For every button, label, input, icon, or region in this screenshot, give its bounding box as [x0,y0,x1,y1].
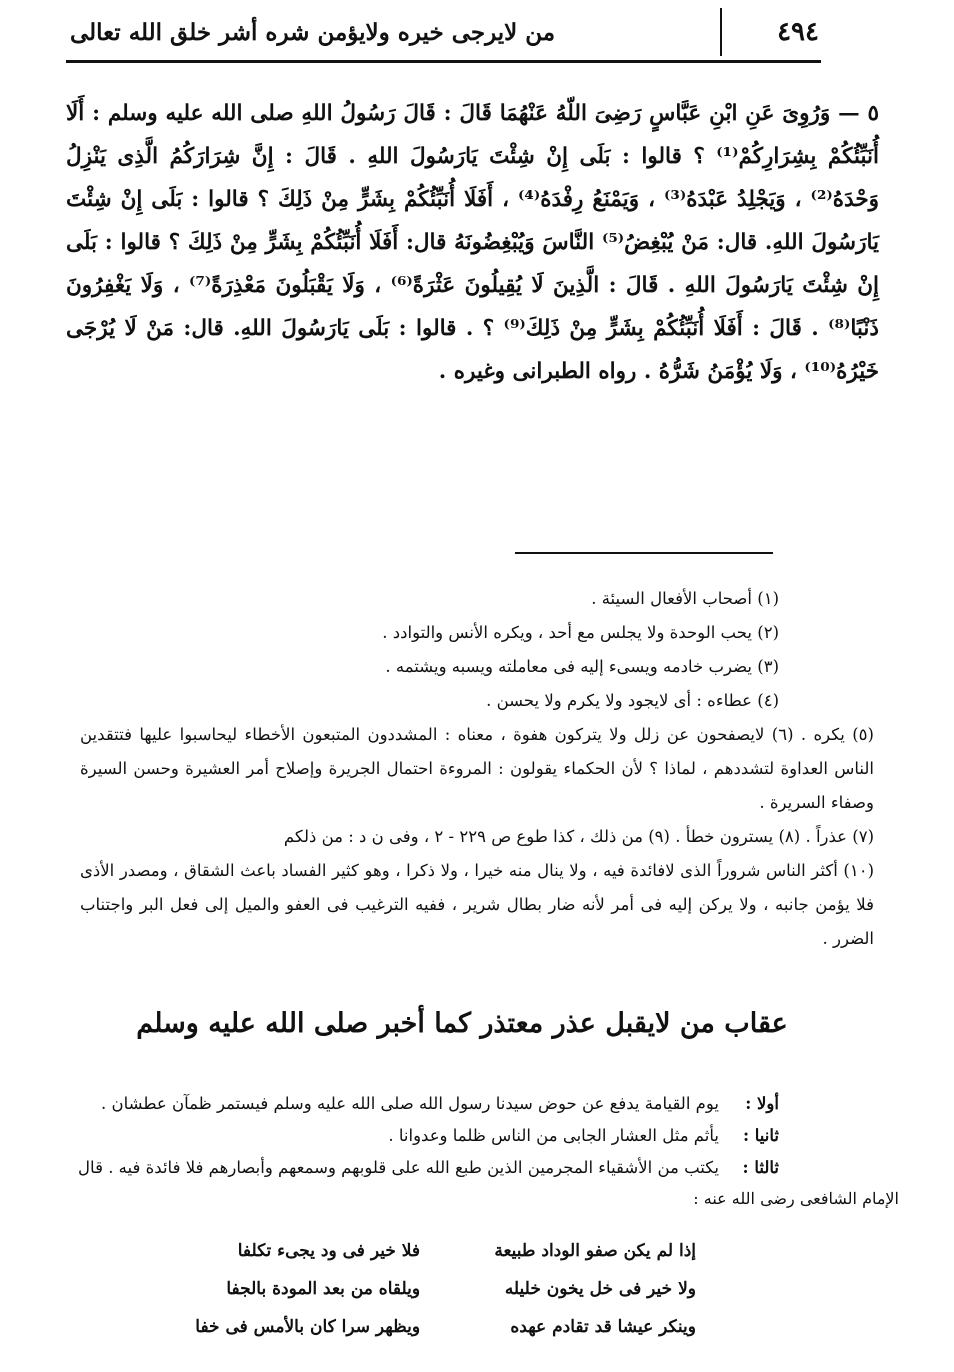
outcome-label: أولا : [745,1094,779,1113]
poem-verse [185,1232,696,1270]
running-header [70,10,819,54]
outcome-label: ثانيا : [742,1126,779,1145]
verse-second-hemistich: ويظهر سرا كان بالأمس فى خفا [195,1317,421,1337]
verse-first-hemistich: ولا خير فى خل يخون خليله [504,1279,696,1299]
hadith-number: ٥ [867,101,879,126]
footnote-4: (٤) عطاءه : أى لايجود ولا يكرم ولا يحسن . [486,691,779,710]
verse-second-hemistich: ويلقاه من بعد المودة بالجفا [226,1279,421,1299]
footnote-10: (١٠) أكثر الناس شروراً الذى لافائدة فيه ، ولا ينال منه خيرا ، ولا ذكرا ، وهو كثير الفساد باعث الشقاق ، ومصدر الأذى فلا يؤمن جانبه ، ولا يركن إليه فى أمر لأنه ضار بطال شرير ، ففيه الترغيب فى العفو والميل إلى فعل البر واجتناب الضرر . [80,861,874,948]
verse-second-hemistich: فلا خير فى ود يجىء تكلفا [237,1241,421,1261]
outcome-text: يكتب من الأشقياء المجرمين الذين طبع الله على قلوبهم وسمعهم وأبصارهم فلا فائدة فيه . قال [78,1158,719,1177]
outcome-label: ثالثا : [742,1158,779,1177]
footnote-separator [515,552,773,554]
header-rule [66,60,821,63]
hadith-block [66,92,879,393]
footnote-7-9: (٧) عذراً . (٨) يسترون خطأ . (٩) من ذلك ، كذا طوع ص ٢٢٩ - ٢ ، وفى ن د : من ذلكم [283,827,874,846]
verse-first-hemistich: وينكر عيشا قد تقادم عهده [510,1317,696,1337]
footnote-5-6: (٥) يكره . (٦) لايصفحون عن زلل ولا يتركون هفوة ، معناه : المشددون المتبعون الأخطاء ليحاسبوا عليها فتتقدين الناس العداوة لتشددهم ، لماذا ؟ لأن الحكماء يقولون : المروءة احتمال الجريرة وإصلاح أمر العشيرة وحسن السيرة وصفاء السريرة . [80,725,874,812]
section-title: عقاب من لايقبل عذر معتذر كما أخبر صلى الله عليه وسلم [136,1008,788,1039]
outcome-item [60,1120,779,1152]
footnote-2: (٢) يحب الوحدة ولا يجلس مع أحد ، ويكره الأنس والتوادد . [382,623,779,642]
running-title: من لايرجى خيره ولايؤمن شره أشر خلق الله تعالى [70,18,556,46]
hadith-text: — وَرُوِىَ عَنِ ابْنِ عَبَّاسٍ رَضِىَ اللّهُ عَنْهُمَا قَالَ : قَالَ رَسُولُ اللهِ صلى الله عليه وسلم : أَلَا أُنَبِّئُكُمْ بِشِرَارِكُمْ⁽¹⁾ ؟ قالوا : بَلَى إِنْ شِئْتَ يَارَسُولَ اللهِ . قَالَ : إِنَّ شِرَارَكُمُ الَّذِى يَنْزِلُ وَحْدَهُ⁽²⁾ ، وَيَجْلِدُ عَبْدَهُ⁽³⁾ ، وَيَمْنَعُ رِفْدَهُ⁽⁴⁾ ، أَفَلَا أُنَبِّئُكُمْ بِشَرٍّ مِنْ ذَلِكَ ؟ قالوا : بَلَى إِنْ شِئْتَ يَارَسُولَ اللهِ. قال: مَنْ يُبْغِضُ⁽⁵⁾ النَّاسَ وَيُبْغِضُونَهُ قال: أَفَلَا أُنَبِّئُكُمْ بِشَرٍّ مِنْ ذَلِكَ ؟ قالوا : بَلَى إِنْ شِئْتَ يَارَسُولَ اللهِ . قَالَ : الَّذِينَ لَا يُقِيلُونَ عَثْرَةً⁽⁶⁾ ، وَلَا يَقْبَلُونَ مَعْذِرَةً⁽⁷⁾ ، وَلَا يَغْفِرُونَ ذَنْبًا⁽⁸⁾ . قَالَ : أَفَلَا أُنَبِّئُكُمْ بِشَرٍّ مِنْ ذَلِكَ⁽⁹⁾ ؟ . قالوا : بَلَى يَارَسُولَ اللهِ. قال: مَنْ لَا يُرْجَى خَيْرُهُ⁽¹⁰⁾ ، وَلَا يُؤْمَنُ شَرُّهُ . رواه الطبرانى وغيره . [66,101,880,384]
verse-first-hemistich: إذا لم يكن صفو الوداد طبيعة [494,1241,696,1261]
outcome-item [60,1088,779,1120]
poem-verse [185,1308,696,1346]
page-number: ٤٩٤ [777,17,819,47]
outcome-text: يأثم مثل العشار الجابى من الناس ظلما وعدوانا . [388,1126,719,1145]
footnote-1: (١) أصحاب الأفعال السيئة . [591,589,779,608]
outcomes-list [60,1088,899,1214]
footnotes [80,582,874,956]
poem-verse [185,1270,696,1308]
outcome-text: يوم القيامة يدفع عن حوض سيدنا رسول الله صلى الله عليه وسلم فيستمر ظمآن عطشان . [101,1094,719,1113]
attribution-line: الإمام الشافعى رضى الله عنه : [693,1189,899,1208]
footnote-3: (٣) يضرب خادمه ويسىء إليه فى معاملته ويسبه ويشتمه . [385,657,779,676]
outcome-item [60,1152,779,1184]
header-vertical-rule [720,8,722,56]
poem [185,1232,696,1346]
